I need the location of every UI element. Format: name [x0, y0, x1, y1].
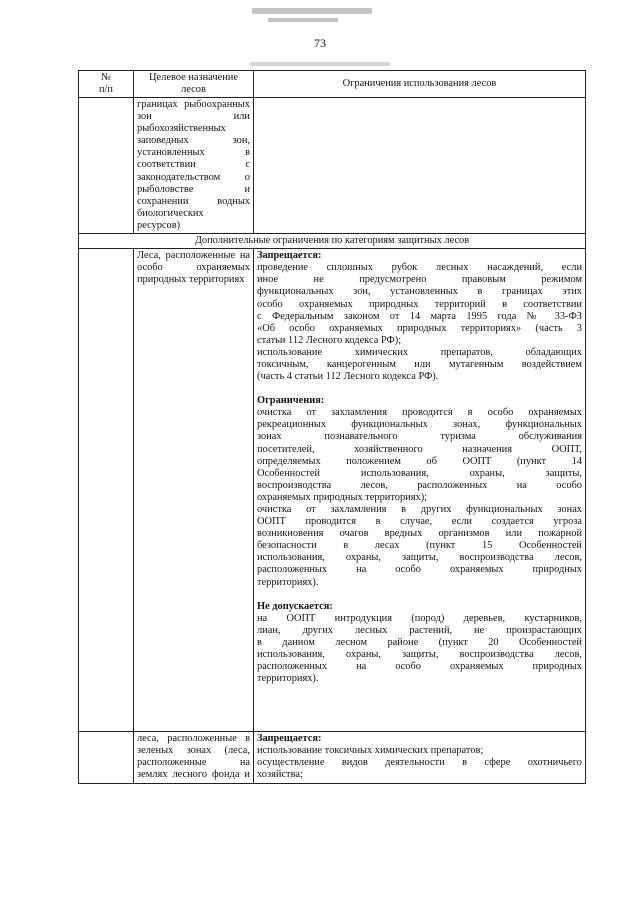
scan-artifact: [250, 62, 390, 66]
purpose-line: расположенные на: [137, 757, 250, 769]
section-heading: Запрещается:: [257, 250, 322, 262]
purpose-line: зеленых зонах (леса,: [137, 745, 250, 757]
category-heading: Дополнительные ограничения по категориям защитных лесов: [79, 234, 586, 249]
restrictions-cell: [254, 732, 586, 783]
text-line: расположенных на особо охраняемых природных: [257, 564, 582, 576]
text-line: использование токсичных химических препаратов;: [257, 745, 484, 757]
purpose-line: природных территориях: [137, 274, 245, 286]
table-row: [79, 249, 586, 732]
table-row: [79, 98, 586, 234]
text-line: воспроизводства лесов, расположенных на особо: [257, 479, 582, 491]
purpose-cell: [134, 732, 254, 783]
text-line: иное не предусмотрено правовым режимом: [257, 274, 582, 286]
restrictions-table: [78, 70, 586, 784]
scan-artifact: [252, 8, 372, 14]
text-line: токсичным, канцерогенным или мутагенным воздействием: [257, 358, 582, 370]
text-line: «Об особо охраняемых природных территориях» (часть 3: [257, 322, 582, 334]
text-line: охраняемых природных территориях);: [257, 491, 428, 503]
table-row: [79, 732, 586, 783]
purpose-line: особо охраняемых: [137, 262, 250, 274]
text-line: использования, охраны, защиты, воспроизводства лесов,: [257, 649, 582, 661]
text-line: посетителей, хозяйственного назначения ООПТ,: [257, 443, 582, 455]
text-line: территориях).: [257, 576, 319, 588]
text-line: с Федеральным законом от 14 марта 1995 года № 33-ФЗ: [257, 310, 582, 322]
purpose-line: заповедных зон,: [137, 135, 250, 147]
text-line: зонах познавательного туризма обслуживания: [257, 431, 582, 443]
purpose-line: законодательством о: [137, 171, 250, 183]
purpose-line: землях лесного фонда и: [137, 769, 250, 781]
text-line: ООПТ проводится в случае, если создается угроза: [257, 516, 582, 528]
text-line: в данном лесном районе (пункт 20 Особенностей: [257, 636, 582, 648]
text-line: статьи 112 Лесного кодекса РФ);: [257, 334, 402, 346]
scan-artifact: [268, 18, 338, 22]
purpose-line: границах рыбоохранных: [137, 99, 250, 110]
text-line: особо охраняемых природных территорий в соответствии: [257, 298, 582, 310]
purpose-line: сохранении водных: [137, 195, 250, 207]
text-line: функциональных зон, установленных в границах этих: [257, 286, 582, 298]
page-number: 73: [314, 36, 326, 50]
purpose-line: установленных в: [137, 147, 250, 159]
table-header-row: [79, 71, 586, 98]
text-line: (часть 4 статьи 112 Лесного кодекса РФ).: [257, 371, 439, 383]
text-line: очистка от захламления в других функциональных зонах: [257, 504, 582, 515]
row-number: [79, 249, 134, 732]
text-line: безопасности в лесах (пункт 15 Особенностей: [257, 540, 582, 552]
purpose-line: Леса, расположенные на: [137, 250, 250, 262]
text-line: на ООПТ интродукция (пород) деревьев, кустарников,: [257, 612, 582, 624]
restrictions-cell: [254, 98, 586, 234]
text-line: расположенных на особо охраняемых природных: [257, 661, 582, 673]
section-heading: Ограничения:: [257, 395, 325, 407]
purpose-line: зон или: [137, 111, 250, 123]
row-number: [79, 98, 134, 234]
purpose-cell: [134, 249, 254, 732]
row-number: [79, 732, 134, 783]
purpose-cell: [134, 98, 254, 234]
text-line: Особенностей использования, охраны, защиты,: [257, 467, 582, 479]
text-line: рекреационных функциональных зонах, функциональных: [257, 419, 582, 431]
purpose-line: биологических: [137, 207, 204, 219]
text-line: лиан, других лесных растений, не произрастающих: [257, 624, 582, 636]
purpose-line: рыболовстве и: [137, 183, 250, 195]
text-line: возникновения очагов вредных организмов или пожарной: [257, 528, 582, 540]
header-restrictions: Ограничения использования лесов: [254, 71, 586, 98]
section-heading: Не допускается:: [257, 600, 333, 612]
category-row: [79, 234, 586, 249]
header-purpose: Целевое назначение лесов: [134, 71, 254, 98]
restrictions-cell: [254, 249, 586, 732]
purpose-line: рыбохозяйственных: [137, 123, 226, 135]
purpose-line: леса, расположенные в: [137, 733, 250, 745]
purpose-line: ресурсов): [137, 219, 181, 231]
text-line: проведение сплошных рубок лесных насаждений, если: [257, 262, 582, 274]
text-line: определяемых положением об ООПТ (пункт 14: [257, 455, 582, 467]
text-line: очистка от захламления проводится в особо охраняемых: [257, 407, 582, 419]
section-heading: Запрещается:: [257, 733, 322, 745]
header-number: № п/п: [79, 71, 134, 98]
text-line: использование химических препаратов, обладающих: [257, 346, 582, 358]
text-line: хозяйства;: [257, 769, 303, 781]
text-line: осуществление видов деятельности в сфере охотничьего: [257, 757, 582, 769]
text-line: территориях).: [257, 673, 319, 685]
purpose-line: соответствии с: [137, 159, 250, 171]
text-line: использования, охраны, защиты, воспроизводства лесов,: [257, 552, 582, 564]
